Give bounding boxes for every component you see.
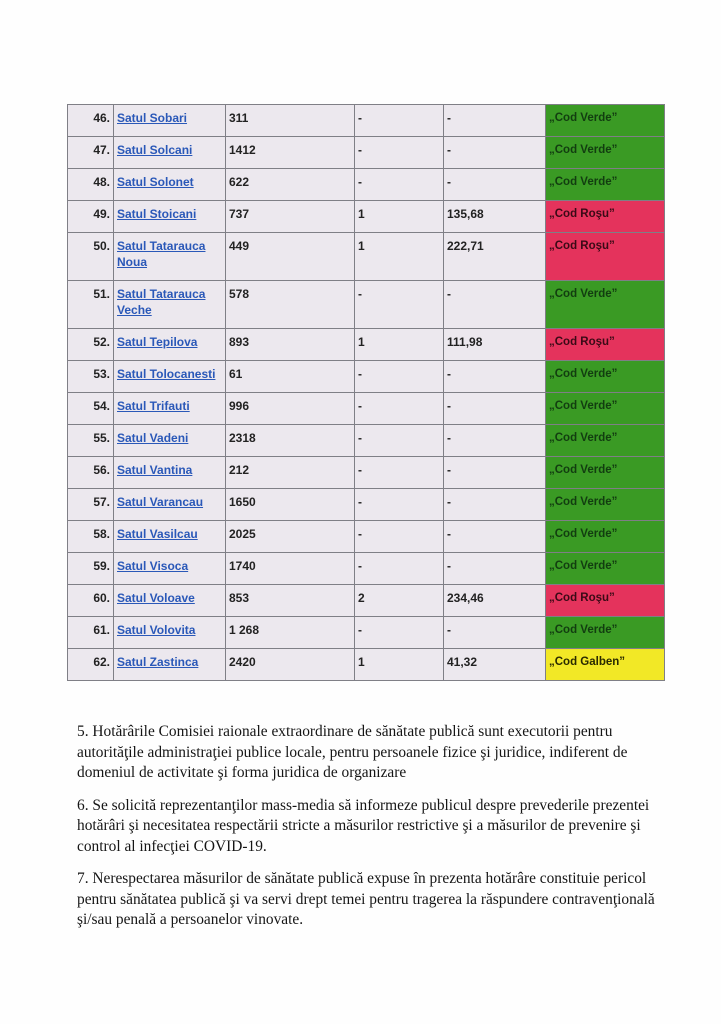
- cases-cell: -: [355, 361, 444, 393]
- cases-cell: -: [355, 169, 444, 201]
- village-status-table: [67, 104, 665, 681]
- incidence-cell: 234,46: [444, 585, 546, 617]
- row-number: 56.: [68, 457, 114, 489]
- population-cell: 853: [226, 585, 355, 617]
- village-link[interactable]: Satul Tatarauca Noua: [117, 239, 206, 269]
- village-name: [114, 585, 226, 617]
- status-badge: „Cod Verde”: [546, 105, 665, 137]
- table-body: [68, 105, 665, 681]
- incidence-cell: 135,68: [444, 201, 546, 233]
- table-row: [68, 233, 665, 281]
- table-row: [68, 169, 665, 201]
- population-cell: 737: [226, 201, 355, 233]
- village-name: [114, 489, 226, 521]
- table-row: [68, 617, 665, 649]
- cases-cell: -: [355, 457, 444, 489]
- population-cell: 311: [226, 105, 355, 137]
- incidence-cell: -: [444, 617, 546, 649]
- village-name: [114, 281, 226, 329]
- population-cell: 2420: [226, 649, 355, 681]
- village-link[interactable]: Satul Zastinca: [117, 655, 199, 669]
- table-row: [68, 137, 665, 169]
- status-badge: „Cod Verde”: [546, 361, 665, 393]
- cases-cell: -: [355, 393, 444, 425]
- status-badge: „Cod Verde”: [546, 425, 665, 457]
- incidence-cell: -: [444, 521, 546, 553]
- table-row: [68, 329, 665, 361]
- cases-cell: -: [355, 425, 444, 457]
- village-link[interactable]: Satul Visoca: [117, 559, 189, 573]
- village-link[interactable]: Satul Stoicani: [117, 207, 197, 221]
- population-cell: 996: [226, 393, 355, 425]
- row-number: 47.: [68, 137, 114, 169]
- row-number: 61.: [68, 617, 114, 649]
- status-badge: „Cod Galben”: [546, 649, 665, 681]
- cases-cell: 1: [355, 329, 444, 361]
- row-number: 51.: [68, 281, 114, 329]
- table-row: [68, 393, 665, 425]
- paragraph-5: 5. Hotărârile Comisiei raionale extraordinare de sănătate publică sunt executorii pentru autorităţile administraţiei publice locale, pentru persoanele fizice şi juridice, indiferent de domeniul de activitate şi forma juridica de organizare: [77, 723, 628, 781]
- village-link[interactable]: Satul Voloave: [117, 591, 195, 605]
- population-cell: 1412: [226, 137, 355, 169]
- table-row: [68, 489, 665, 521]
- status-badge: „Cod Verde”: [546, 617, 665, 649]
- village-name: [114, 105, 226, 137]
- incidence-cell: 41,32: [444, 649, 546, 681]
- village-link[interactable]: Satul Vantina: [117, 463, 193, 477]
- village-link[interactable]: Satul Volovita: [117, 623, 196, 637]
- cases-cell: -: [355, 489, 444, 521]
- population-cell: 2318: [226, 425, 355, 457]
- table-row: [68, 105, 665, 137]
- cases-cell: -: [355, 521, 444, 553]
- cases-cell: -: [355, 105, 444, 137]
- table-row: [68, 361, 665, 393]
- village-name: [114, 361, 226, 393]
- cases-cell: 1: [355, 201, 444, 233]
- village-name: [114, 521, 226, 553]
- table-row: [68, 649, 665, 681]
- incidence-cell: -: [444, 137, 546, 169]
- cases-cell: 2: [355, 585, 444, 617]
- table-row: [68, 521, 665, 553]
- village-link[interactable]: Satul Tatarauca Veche: [117, 287, 206, 317]
- cases-cell: -: [355, 617, 444, 649]
- cases-cell: 1: [355, 649, 444, 681]
- population-cell: 578: [226, 281, 355, 329]
- status-badge: „Cod Verde”: [546, 553, 665, 585]
- row-number: 57.: [68, 489, 114, 521]
- resolution-paragraphs: [77, 722, 677, 943]
- village-name: [114, 457, 226, 489]
- row-number: 48.: [68, 169, 114, 201]
- cases-cell: -: [355, 281, 444, 329]
- status-badge: „Cod Roşu”: [546, 329, 665, 361]
- population-cell: 893: [226, 329, 355, 361]
- incidence-cell: -: [444, 553, 546, 585]
- status-badge: „Cod Roşu”: [546, 201, 665, 233]
- cases-cell: -: [355, 553, 444, 585]
- table-row: [68, 201, 665, 233]
- row-number: 52.: [68, 329, 114, 361]
- table-row: [68, 585, 665, 617]
- village-link[interactable]: Satul Trifauti: [117, 399, 190, 413]
- status-badge: „Cod Verde”: [546, 393, 665, 425]
- row-number: 55.: [68, 425, 114, 457]
- row-number: 59.: [68, 553, 114, 585]
- village-link[interactable]: Satul Tepilova: [117, 335, 198, 349]
- incidence-cell: -: [444, 489, 546, 521]
- population-cell: 1 268: [226, 617, 355, 649]
- village-link[interactable]: Satul Vasilcau: [117, 527, 198, 541]
- population-cell: 61: [226, 361, 355, 393]
- row-number: 53.: [68, 361, 114, 393]
- paragraph-7: 7. Nerespectarea măsurilor de sănătate publică expuse în prezenta hotărâre constituie pericol pentru sănătatea publică şi va servi drept temei pentru tragerea la răspundere contravenţională şi/sau penală a persoanelor vinovate.: [77, 870, 655, 928]
- village-link[interactable]: Satul Solcani: [117, 143, 193, 157]
- village-name: [114, 137, 226, 169]
- village-name: [114, 233, 226, 281]
- incidence-cell: -: [444, 393, 546, 425]
- village-name: [114, 393, 226, 425]
- table-row: [68, 553, 665, 585]
- row-number: 46.: [68, 105, 114, 137]
- incidence-cell: 222,71: [444, 233, 546, 281]
- village-link[interactable]: Satul Varancau: [117, 495, 204, 509]
- incidence-cell: -: [444, 169, 546, 201]
- incidence-cell: -: [444, 361, 546, 393]
- row-number: 60.: [68, 585, 114, 617]
- table-row: [68, 281, 665, 329]
- incidence-cell: -: [444, 281, 546, 329]
- row-number: 50.: [68, 233, 114, 281]
- village-name: [114, 329, 226, 361]
- status-badge: „Cod Verde”: [546, 169, 665, 201]
- cases-cell: 1: [355, 233, 444, 281]
- village-name: [114, 617, 226, 649]
- row-number: 58.: [68, 521, 114, 553]
- village-name: [114, 169, 226, 201]
- row-number: 49.: [68, 201, 114, 233]
- table-row: [68, 457, 665, 489]
- village-link[interactable]: Satul Tolocanesti: [117, 367, 216, 381]
- village-link[interactable]: Satul Solonet: [117, 175, 194, 189]
- status-badge: „Cod Verde”: [546, 521, 665, 553]
- village-name: [114, 201, 226, 233]
- row-number: 54.: [68, 393, 114, 425]
- status-badge: „Cod Roşu”: [546, 233, 665, 281]
- population-cell: 1650: [226, 489, 355, 521]
- paragraph-6: 6. Se solicită reprezentanţilor mass-media să informeze publicul despre prevederile prezentei hotărâri şi necesitatea respectării stricte a măsurilor restrictive şi a măsurilor de prevenire şi control al infecţiei COVID-19.: [77, 796, 650, 855]
- status-badge: „Cod Roşu”: [546, 585, 665, 617]
- incidence-cell: -: [444, 457, 546, 489]
- status-badge: „Cod Verde”: [546, 489, 665, 521]
- row-number: 62.: [68, 649, 114, 681]
- status-badge: „Cod Verde”: [546, 281, 665, 329]
- incidence-cell: 111,98: [444, 329, 546, 361]
- village-link[interactable]: Satul Vadeni: [117, 431, 189, 445]
- incidence-cell: -: [444, 425, 546, 457]
- population-cell: 449: [226, 233, 355, 281]
- population-cell: 1740: [226, 553, 355, 585]
- village-name: [114, 425, 226, 457]
- village-name: [114, 553, 226, 585]
- table-row: [68, 425, 665, 457]
- village-link[interactable]: Satul Sobari: [117, 111, 188, 125]
- population-cell: 2025: [226, 521, 355, 553]
- village-name: [114, 649, 226, 681]
- incidence-cell: -: [444, 105, 546, 137]
- cases-cell: -: [355, 137, 444, 169]
- population-cell: 622: [226, 169, 355, 201]
- population-cell: 212: [226, 457, 355, 489]
- status-badge: „Cod Verde”: [546, 457, 665, 489]
- status-badge: „Cod Verde”: [546, 137, 665, 169]
